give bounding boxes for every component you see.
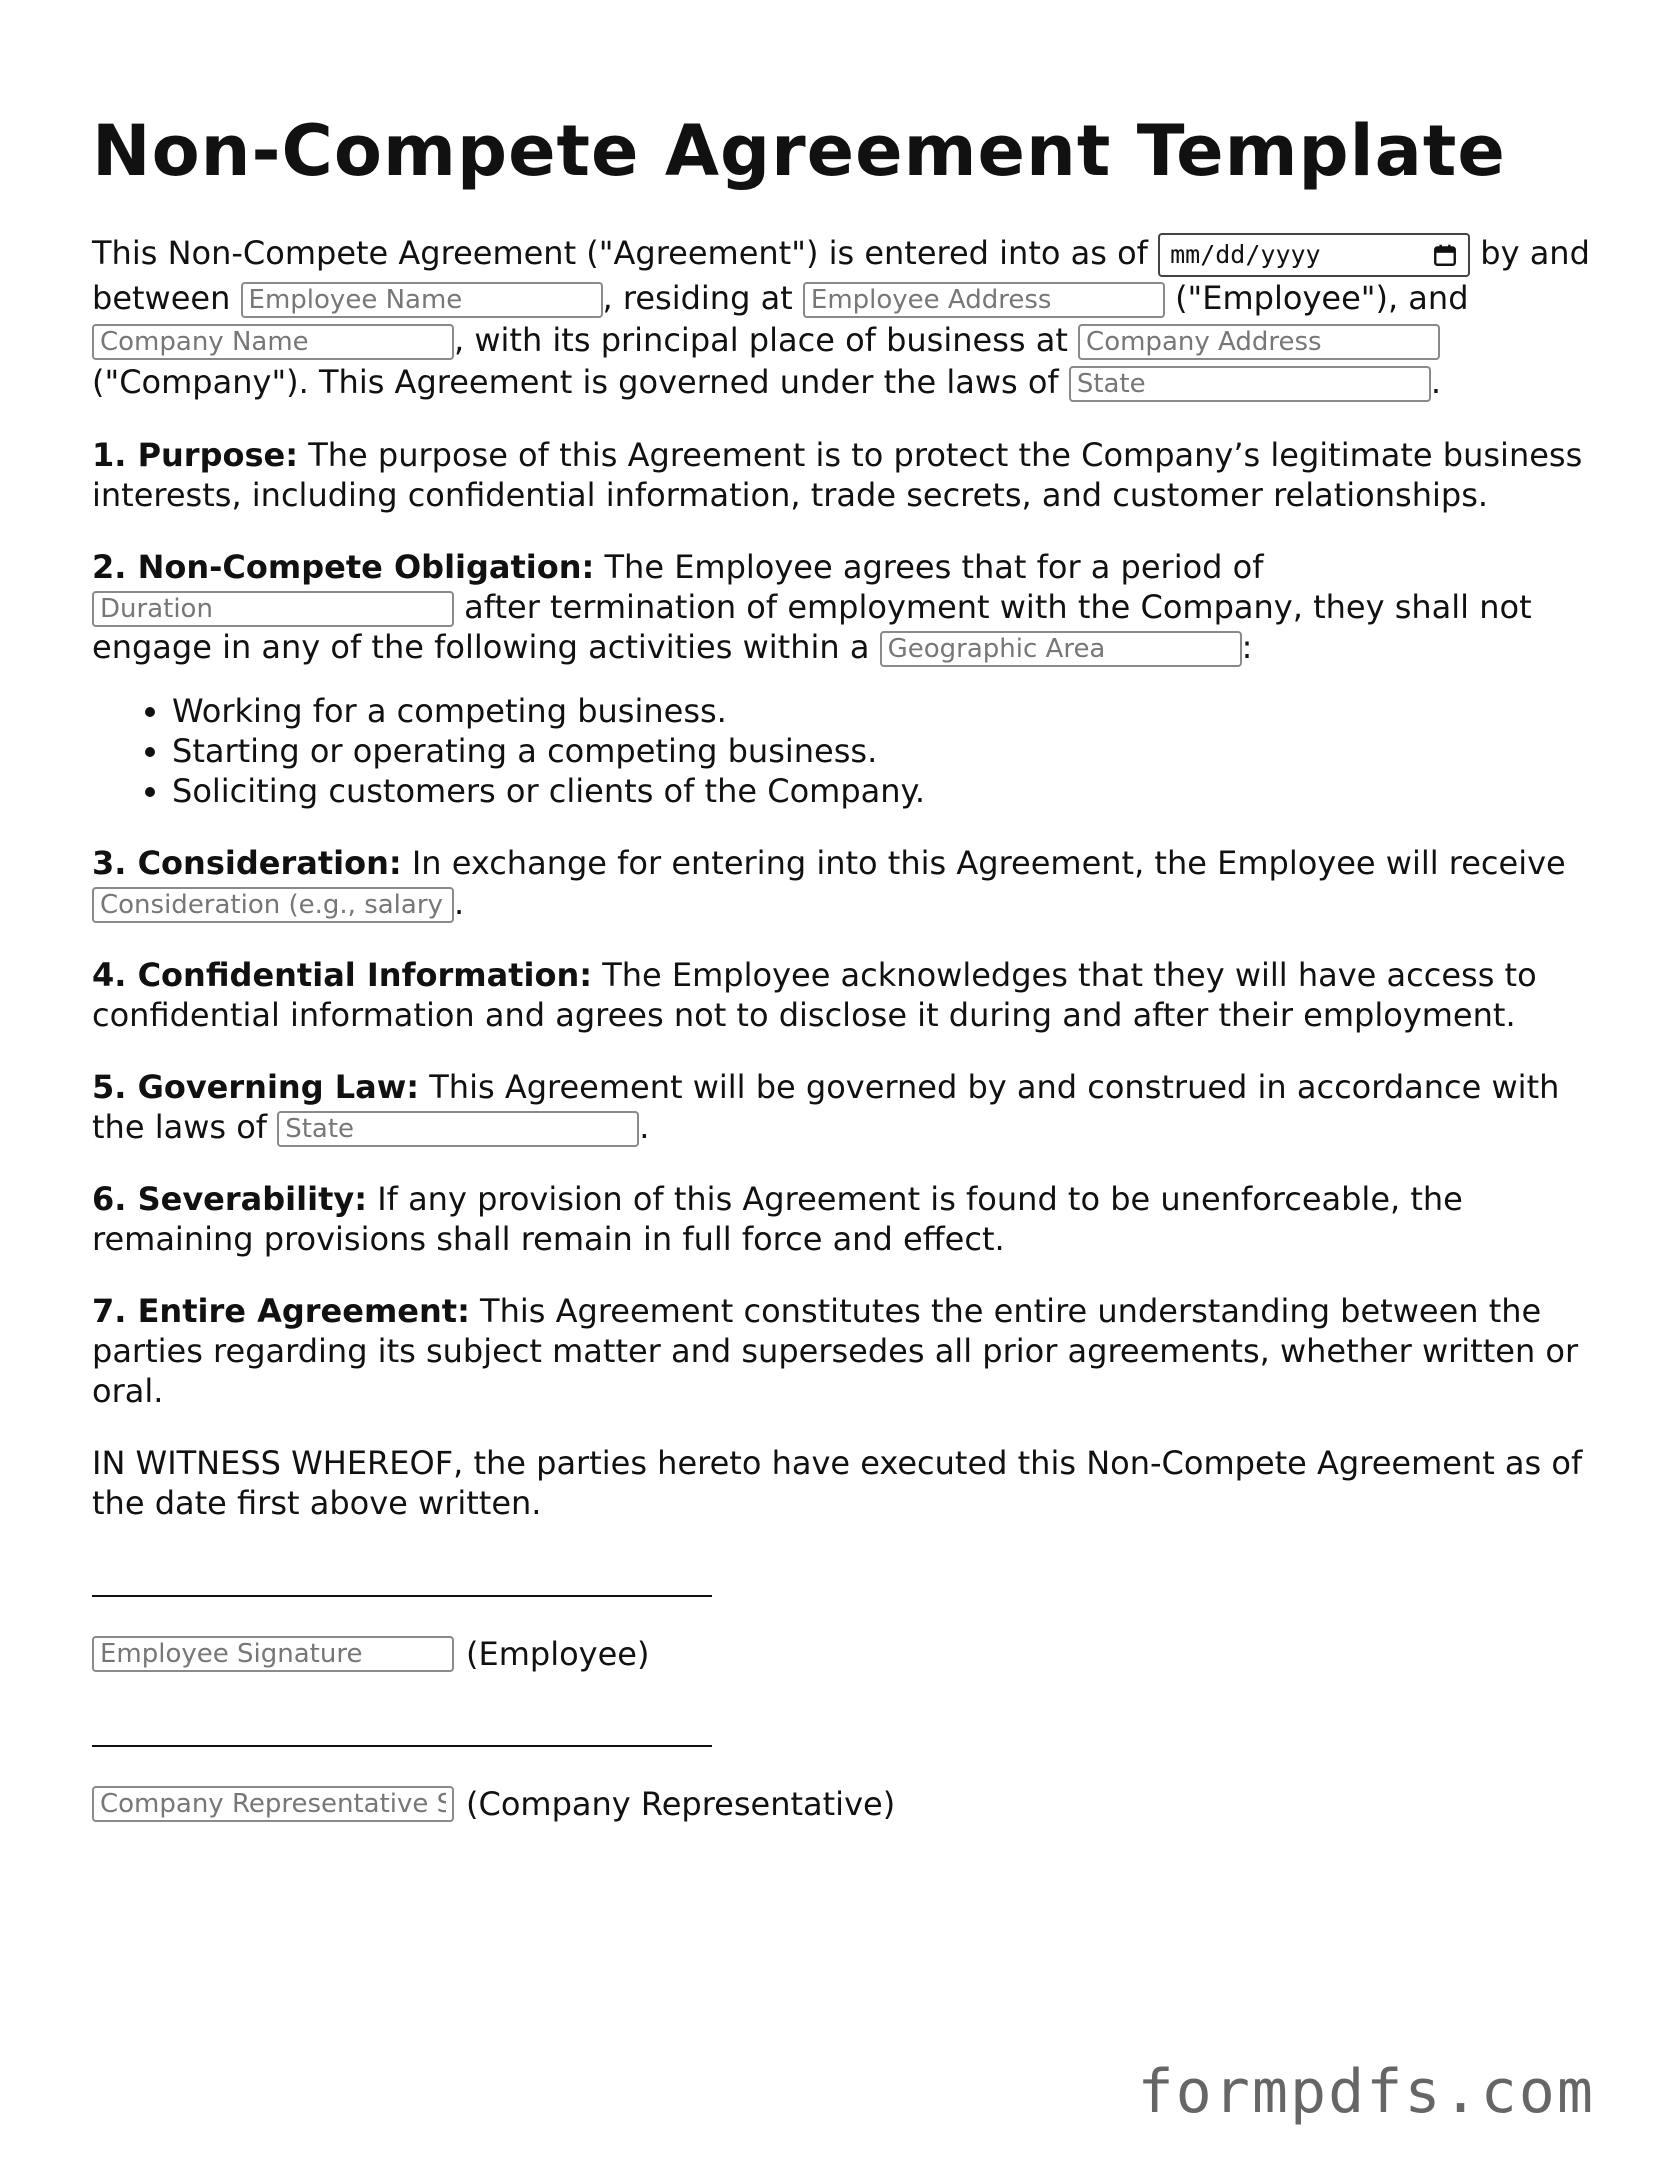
document-page bbox=[92, 110, 1592, 1823]
employee-signature-input[interactable] bbox=[92, 1636, 454, 1672]
section-noncompete bbox=[92, 547, 1592, 667]
section-text: . bbox=[454, 884, 465, 922]
calendar-icon[interactable] bbox=[1432, 242, 1458, 268]
witness-paragraph: IN WITNESS WHEREOF, the parties hereto have executed this Non-Compete Agreement as of the date first above written. bbox=[92, 1444, 1583, 1522]
agreement-date-input[interactable] bbox=[1158, 233, 1470, 277]
company-signature-row bbox=[92, 1785, 1592, 1823]
section-text: . bbox=[639, 1108, 650, 1146]
section-text: The Employee agrees that for a period of bbox=[604, 548, 1264, 586]
company-address-input[interactable] bbox=[1078, 324, 1440, 360]
watermark: formpdfs.com bbox=[1137, 2057, 1595, 2127]
company-name-input[interactable] bbox=[92, 324, 454, 360]
section-confidential bbox=[92, 955, 1592, 1035]
section-text: after termination of employment with the Company, they shall not engage in any of the following activities within a bbox=[92, 588, 1532, 666]
intro-text-6: ("Company"). This Agreement is governed under the laws of bbox=[92, 363, 1059, 401]
page-title: Non-Compete Agreement Template bbox=[92, 110, 1506, 192]
intro-text-4: ("Employee"), and bbox=[1175, 279, 1469, 317]
employee-signature-row bbox=[92, 1635, 1592, 1673]
section-text: : bbox=[1241, 628, 1253, 666]
intro-text-3: , residing at bbox=[602, 279, 793, 317]
section-heading: 3. Consideration: bbox=[92, 844, 402, 882]
section-governing-law bbox=[92, 1067, 1592, 1147]
section-heading: 5. Governing Law: bbox=[92, 1068, 420, 1106]
employee-signature-line bbox=[92, 1595, 712, 1597]
company-signature-label: (Company Representative) bbox=[466, 1785, 896, 1823]
list-item: • Starting or operating a competing business. bbox=[172, 731, 1592, 771]
section-severability bbox=[92, 1179, 1592, 1259]
section-heading: 7. Entire Agreement: bbox=[92, 1292, 470, 1330]
section-text: The Employee acknowledges that they will have access to confidential information and agrees not to disclose it during and after their employment. bbox=[92, 956, 1537, 1034]
intro-text-5: , with its principal place of business at bbox=[454, 321, 1068, 359]
intro-text-2: by and between bbox=[92, 234, 1590, 317]
employee-address-input[interactable] bbox=[803, 282, 1165, 318]
employee-signature-label: (Employee) bbox=[466, 1635, 650, 1673]
section-entire-agreement bbox=[92, 1291, 1592, 1411]
governing-law-state-input[interactable] bbox=[277, 1111, 639, 1147]
list-item: • Working for a competing business. bbox=[172, 691, 1592, 731]
section-heading: 2. Non-Compete Obligation: bbox=[92, 548, 595, 586]
consideration-input[interactable] bbox=[92, 887, 454, 923]
section-text: If any provision of this Agreement is found to be unenforceable, the remaining provisions shall remain in full force and effect. bbox=[92, 1180, 1463, 1258]
company-signature-input[interactable] bbox=[92, 1786, 454, 1822]
section-text: This Agreement will be governed by and construed in accordance with the laws of bbox=[92, 1068, 1560, 1146]
section-purpose bbox=[92, 435, 1592, 515]
section-heading: 4. Confidential Information: bbox=[92, 956, 593, 994]
restricted-activities-list bbox=[92, 691, 1592, 811]
duration-input[interactable] bbox=[92, 591, 454, 627]
intro-text-1: This Non-Compete Agreement ("Agreement") is entered into as of bbox=[92, 234, 1148, 272]
date-placeholder: mm/dd/yyyy bbox=[1170, 240, 1321, 269]
section-heading: 1. Purpose: bbox=[92, 436, 299, 474]
section-text: This Agreement constitutes the entire understanding between the parties regarding its subject matter and supersedes all prior agreements, whether written or oral. bbox=[92, 1292, 1579, 1410]
section-text: In exchange for entering into this Agreement, the Employee will receive bbox=[411, 844, 1566, 882]
section-text: The purpose of this Agreement is to protect the Company’s legitimate business interests, including confidential information, trade secrets, and customer relationships. bbox=[92, 436, 1583, 514]
geographic-area-input[interactable] bbox=[880, 631, 1242, 667]
employee-name-input[interactable] bbox=[241, 282, 603, 318]
intro-paragraph bbox=[92, 232, 1592, 403]
section-heading: 6. Severability: bbox=[92, 1180, 368, 1218]
section-consideration bbox=[92, 843, 1592, 923]
governing-state-input[interactable] bbox=[1069, 366, 1431, 402]
intro-text-7: . bbox=[1430, 363, 1442, 401]
company-signature-line bbox=[92, 1745, 712, 1747]
list-item: • Soliciting customers or clients of the Company. bbox=[172, 771, 1592, 811]
